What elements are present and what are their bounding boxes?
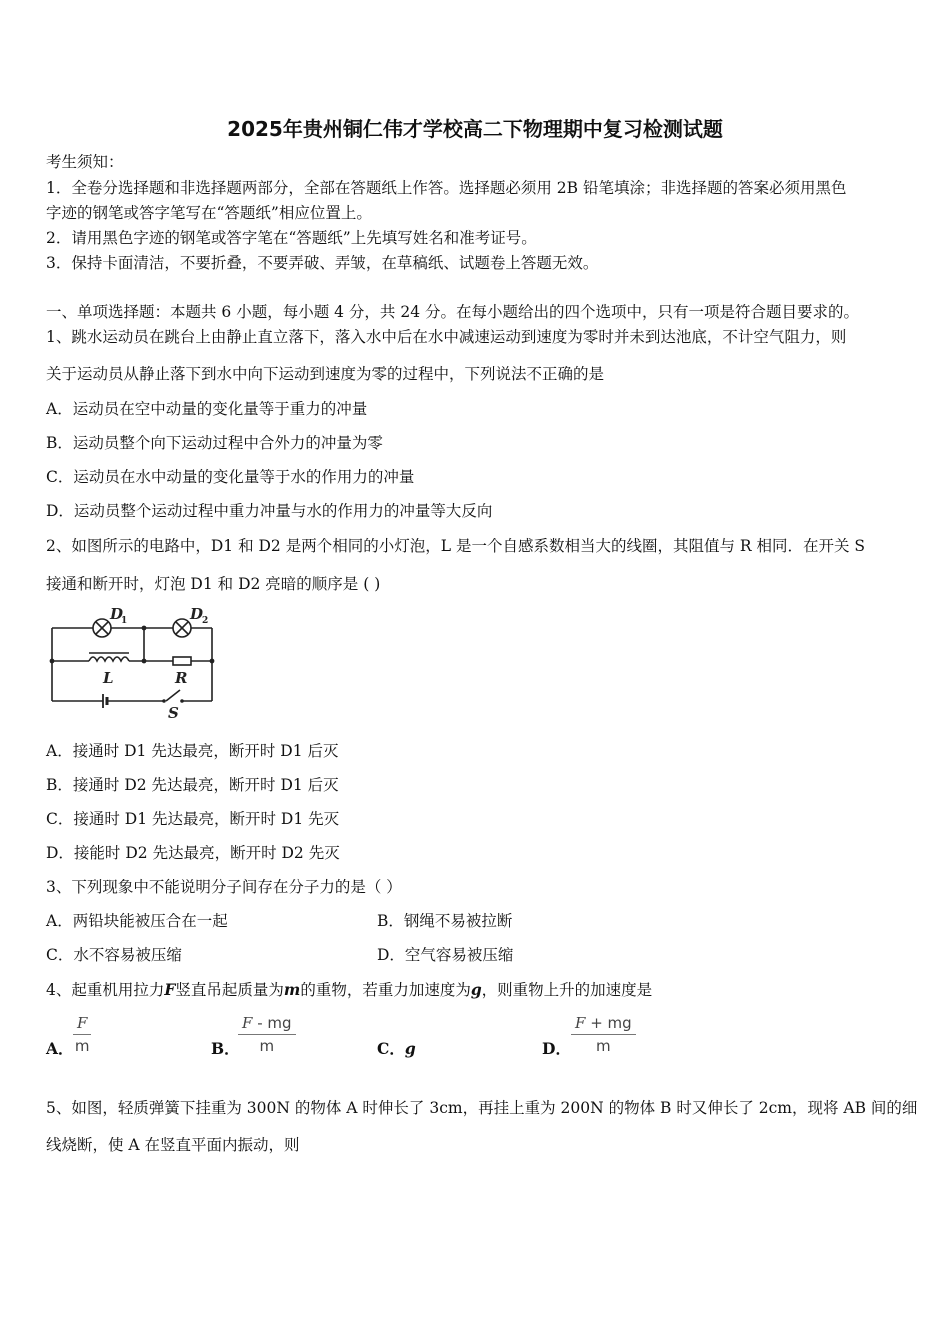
var-f: F [164, 980, 176, 999]
page-title: 2025年贵州铜仁伟才学校高二下物理期中复习检测试题 [227, 117, 723, 141]
q4-option-d-fraction: $\frac{F + mg}{m}$ [571, 1012, 636, 1057]
circuit-diagram [44, 598, 224, 723]
q1-option-c: C．运动员在水中动量的变化量等于水的作用力的冲量 [46, 468, 415, 486]
q4-option-d-label: D． [542, 1039, 571, 1058]
label-l: L [103, 669, 114, 687]
section-heading: 一、单项选择题：本题共 6 小题，每小题 4 分，共 24 分。在每小题给出的四个选项中，只有一项是符合题目要求的。 [46, 303, 860, 321]
q2-option-c: C．接通时 D1 先达最亮，断开时 D1 先灭 [46, 810, 340, 828]
q4-stem: 4、起重机用拉力F竖直吊起质量为m的重物，若重力加速度为g，则重物上升的加速度是 [46, 980, 653, 999]
q4-option-a-label: A． [46, 1039, 74, 1058]
label-d1: D [110, 605, 124, 623]
q3-stem: 3、下列现象中不能说明分子间存在分子力的是（ ） [46, 878, 402, 896]
q2-option-d: D．接能时 D2 先达最亮，断开时 D2 先灭 [46, 844, 340, 862]
q3-option-d: D．空气容易被压缩 [377, 946, 514, 964]
label-d2-sub: 2 [202, 616, 209, 626]
notice-line-3: 3．保持卡面清洁，不要折叠，不要弄破、弄皱，在草稿纸、试题卷上答题无效。 [46, 254, 599, 272]
q5-stem-2: 线烧断，使 A 在竖直平面内振动，则 [46, 1136, 300, 1154]
notice-line-1: 1．全卷分选择题和非选择题两部分，全部在答题纸上作答。选择题必须用 2B 铅笔填涂；非选择题的答案必须用黑色 [46, 179, 847, 197]
q4-option-b-fraction: $\frac{F - mg}{m}$ [238, 1012, 296, 1057]
q1-stem-1: 1、跳水运动员在跳台上由静止直立落下，落入水中后在水中减速运动到速度为零时并未到达池底，不计空气阻力，则 [46, 328, 847, 346]
notice-heading: 考生须知： [46, 153, 124, 171]
notice-line-2: 2．请用黑色字迹的钢笔或答字笔在“答题纸”上先填写姓名和准考证号。 [46, 229, 537, 247]
q5-stem-1: 5、如图，轻质弹簧下挂重为 300N 的物体 A 时伸长了 3cm，再挂上重为 200N 的物体 B 时又伸长了 2cm，现将 AB 间的细 [46, 1099, 918, 1117]
q3-option-b: B．钢绳不易被拉断 [377, 912, 513, 930]
q2-option-a: A．接通时 D1 先达最亮，断开时 D1 后灭 [46, 742, 339, 760]
q4-option-c: C．g [377, 1039, 416, 1058]
q1-stem-2: 关于运动员从静止落下到水中向下运动到速度为零的过程中，下列说法不正确的是 [46, 365, 605, 383]
q4-option-b-label: B． [211, 1039, 240, 1058]
label-d1-sub: 1 [121, 616, 128, 626]
var-g: g [470, 980, 482, 999]
q3-option-c: C．水不容易被压缩 [46, 946, 182, 964]
q1-option-b: B．运动员整个向下运动过程中合外力的冲量为零 [46, 434, 383, 452]
label-d2: D [190, 605, 204, 623]
label-r: R [175, 669, 188, 687]
q4-option-a-fraction: $\frac{F}{m}$ [74, 1014, 90, 1055]
q2-stem-1: 2、如图所示的电路中，D1 和 D2 是两个相同的小灯泡，L 是一个自感系数相当大的线圈，其阻值与 R 相同．在开关 S [46, 537, 866, 555]
q1-option-d: D．运动员整个运动过程中重力冲量与水的作用力的冲量等大反向 [46, 502, 493, 520]
q2-stem-2: 接通和断开时，灯泡 D1 和 D2 亮暗的顺序是 ( ) [46, 575, 381, 593]
q1-option-a: A．运动员在空中动量的变化量等于重力的冲量 [46, 400, 368, 418]
label-s: S [168, 704, 179, 722]
q3-option-a: A．两铅块能被压合在一起 [46, 912, 228, 930]
notice-line-1b: 字迹的钢笔或答字笔写在“答题纸”相应位置上。 [46, 204, 372, 222]
q2-option-b: B．接通时 D2 先达最亮，断开时 D1 后灭 [46, 776, 339, 794]
var-m: m [283, 980, 301, 999]
